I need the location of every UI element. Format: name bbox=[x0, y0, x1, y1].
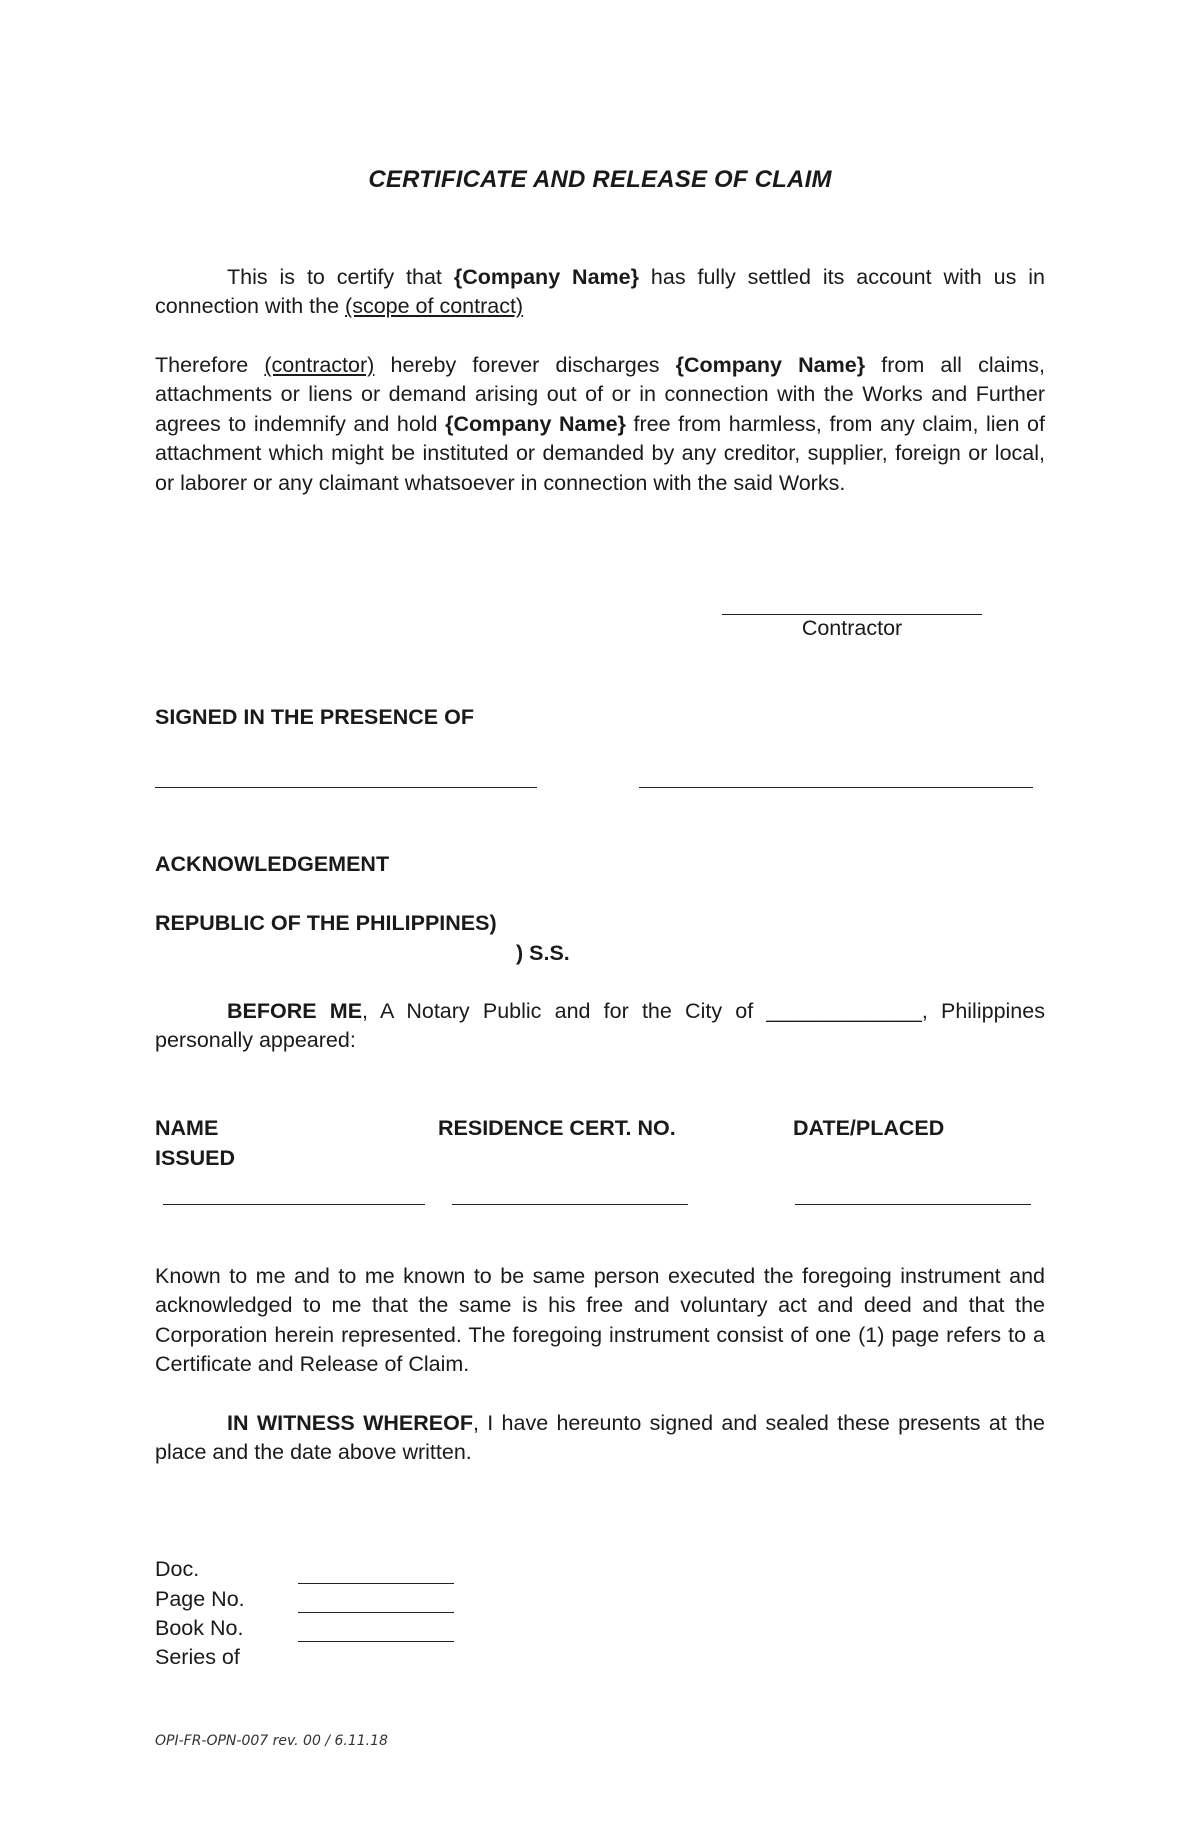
known-paragraph: Known to me and to me known to be same person executed the foregoing instrument and acknowledged to me that the same is his free and voluntary act and deed and that the Corporation herein represented. The foregoing instrument consist of one (1) page refers to a Certificate and Release of Claim. bbox=[155, 1264, 1045, 1377]
residence-cert-blank-line bbox=[452, 1204, 688, 1205]
name-blank-line bbox=[163, 1204, 425, 1205]
release-text-3: from all claims, attachments or liens or demand arising out of or in connection with the Works and Further agrees to indemnify and hold bbox=[155, 353, 1046, 436]
ss-line: ) S.S. bbox=[516, 941, 570, 965]
doc-label: Doc. bbox=[155, 1557, 200, 1581]
witness-whereof-paragraph bbox=[155, 1409, 1045, 1468]
witness-signature-line-2 bbox=[639, 787, 1033, 788]
company-name-placeholder: {Company Name} bbox=[445, 411, 626, 436]
intro-text-1: This is to certify that bbox=[227, 265, 454, 289]
book-no-label: Book No. bbox=[155, 1616, 244, 1640]
before-me-paragraph bbox=[155, 997, 1045, 1056]
contractor-placeholder: (contractor) bbox=[264, 353, 375, 377]
issued-column-header: ISSUED bbox=[155, 1146, 236, 1170]
doc-blank-line bbox=[298, 1583, 454, 1584]
witness-whereof-text: , I have hereunto signed and sealed these presents at the place and the date above written. bbox=[155, 1411, 1046, 1465]
release-text-4: free from harmless, from any claim, lien of attachment which might be instituted or demanded by any creditor, supplier, foreign or local, or laborer or any claimant whatsoever in connection with the said Works. bbox=[155, 411, 1045, 495]
witness-whereof-bold: IN WITNESS WHEREOF bbox=[227, 1411, 473, 1435]
release-text-2: hereby forever discharges bbox=[374, 353, 676, 377]
scope-of-contract-placeholder: (scope of contract) bbox=[345, 294, 524, 319]
release-paragraph bbox=[155, 351, 1045, 498]
series-of-label: Series of bbox=[155, 1645, 240, 1669]
intro-text-2: has fully settled its account with us in connection with the bbox=[155, 265, 1045, 319]
date-placed-blank-line bbox=[795, 1204, 1031, 1205]
release-text-1: Therefore bbox=[155, 353, 265, 377]
contractor-label: Contractor bbox=[801, 616, 903, 640]
page-no-blank-line bbox=[298, 1612, 454, 1613]
page-no-label: Page No. bbox=[155, 1587, 245, 1611]
witness-signature-line-1 bbox=[155, 787, 537, 788]
company-name-placeholder: {Company Name} bbox=[453, 265, 639, 289]
name-column-header: NAME bbox=[155, 1116, 219, 1140]
acknowledgement-heading: ACKNOWLEDGEMENT bbox=[155, 852, 390, 876]
residence-cert-column-header: RESIDENCE CERT. NO. bbox=[438, 1116, 676, 1140]
document-title: CERTIFICATE AND RELEASE OF CLAIM bbox=[368, 166, 832, 193]
before-me-bold: BEFORE ME bbox=[227, 999, 363, 1023]
company-name-placeholder: {Company Name} bbox=[675, 353, 866, 377]
certification-paragraph bbox=[155, 263, 1045, 322]
date-placed-column-header: DATE/PLACED bbox=[793, 1116, 945, 1140]
witness-heading: SIGNED IN THE PRESENCE OF bbox=[155, 705, 474, 729]
book-no-blank-line bbox=[298, 1641, 454, 1642]
before-me-text: , A Notary Public and for the City of _____________, Philippines personally appeared: bbox=[155, 999, 1045, 1053]
form-code-footer: OPI-FR-OPN-007 rev. 00 / 6.11.18 bbox=[155, 1733, 388, 1749]
republic-line: REPUBLIC OF THE PHILIPPINES) bbox=[155, 911, 497, 935]
